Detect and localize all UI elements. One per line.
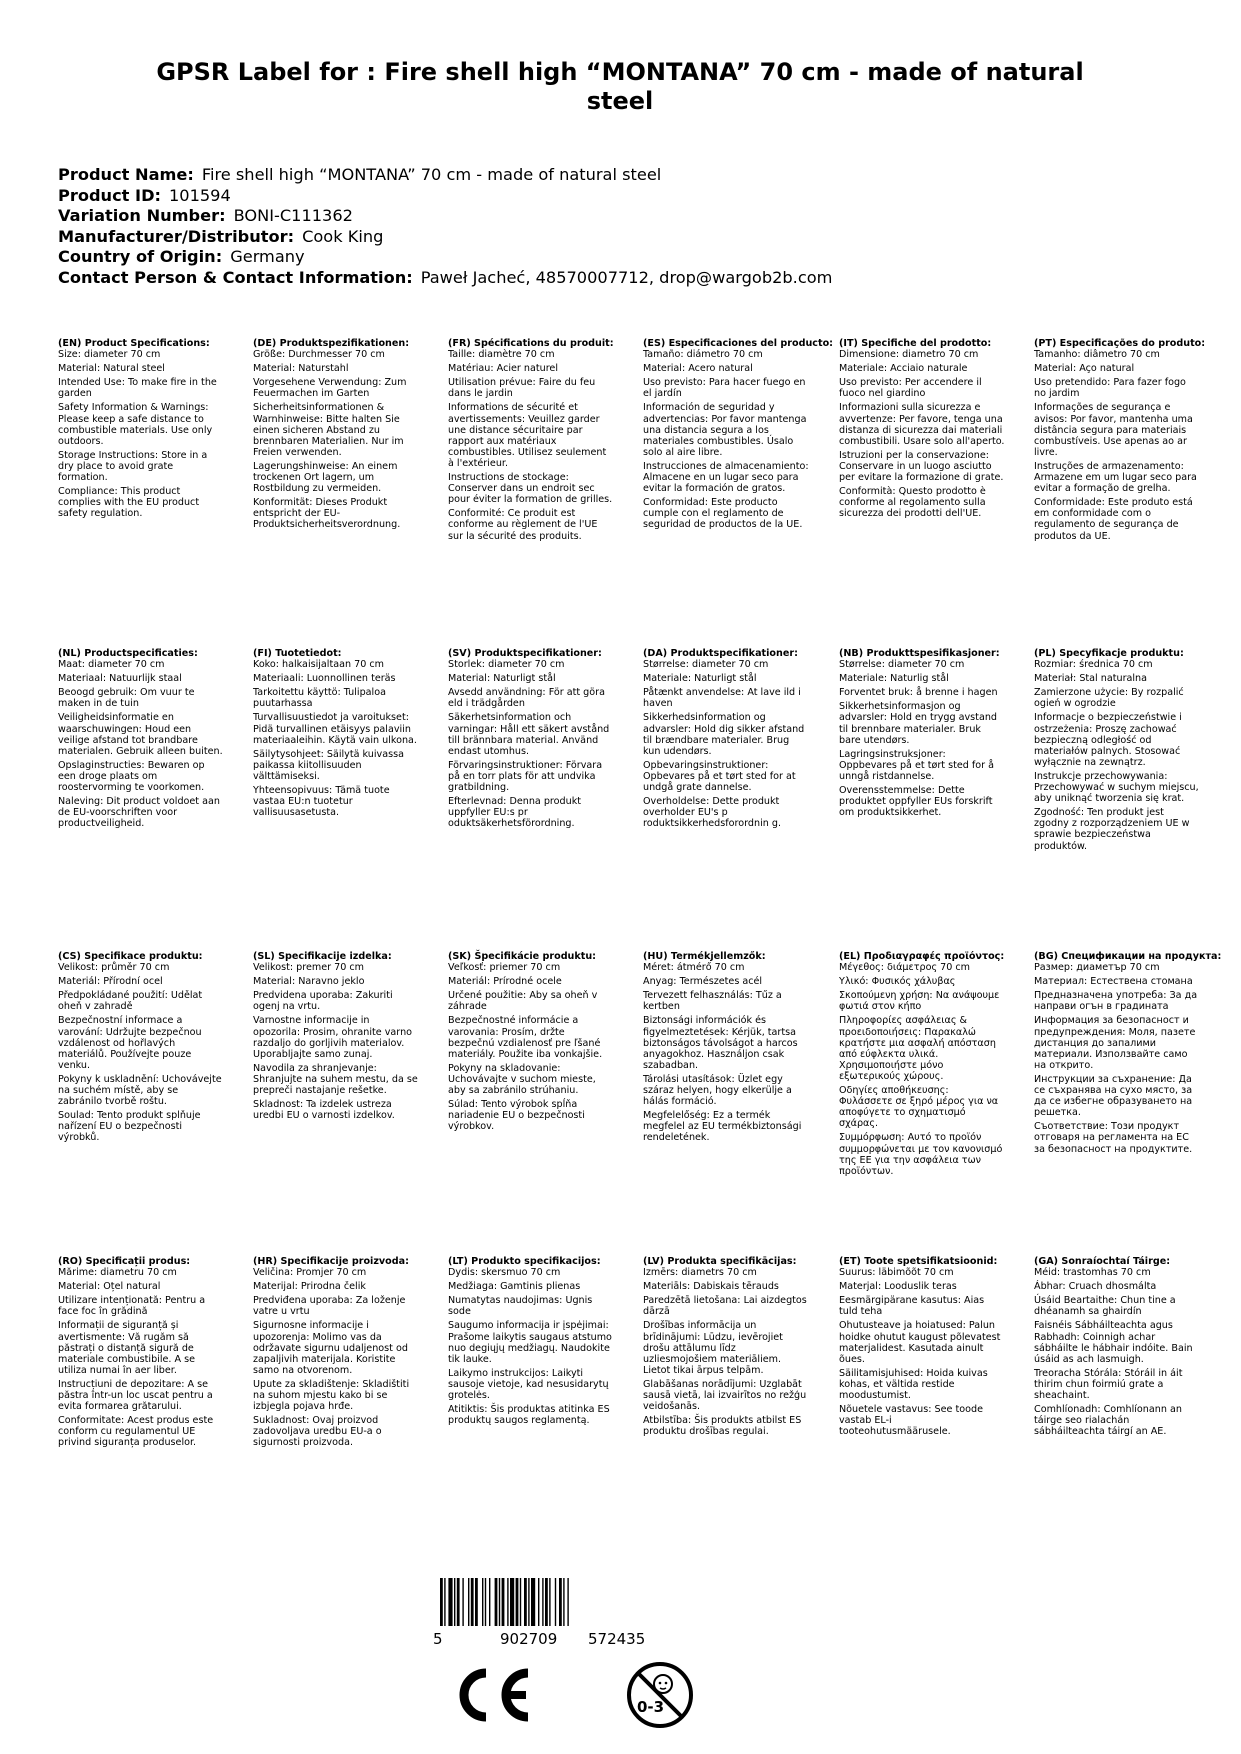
spec-block (253, 648, 419, 821)
spec-item: Treoracha Stórála: Stóráil in áit thirim chun foirmiú grate a sheachaint. (1034, 1367, 1183, 1402)
barcode-bar (563, 1578, 564, 1626)
spec-item: Informations de sécurité et avertissements: Veuillez garder une distance sécuritaire par rapport aux matériaux combustibles. Utilisez seulement à l'extérieur. (448, 402, 607, 469)
spec-item: Lagringsinstruksjoner: Oppbevares på et tørt sted for å unngå ristdannelse. (839, 748, 995, 782)
spec-item: Numatytas naudojimas: Ugnis sode (448, 1295, 593, 1318)
spec-item: Materiál: Prírodné ocele (448, 976, 562, 988)
spec-item: Drošības informācija un brīdinājumi: Lūdzu, ievērojiet drošu attālumu līdz uzliesmojošiem materiāliem. Lietot tikai ārpus telpām. (643, 1320, 783, 1376)
spec-item: Instrukcje przechowywania: Przechowywać w suchym miejscu, aby uniknąć tworzenia się krat. (1034, 770, 1199, 805)
spec-item: Conformidade: Este produto está em conformidade com o regulamento de segurança de produtos da UE. (1034, 497, 1193, 542)
info-label: Product ID: (58, 185, 161, 205)
spec-item: Instrucciones de almacenamiento: Almacene en un lugar seco para evitar la formación de gratos. (643, 460, 809, 495)
barcode-bar (502, 1578, 505, 1626)
spec-item: Paredzētā lietošana: Lai aizdegtos dārzā (643, 1295, 807, 1318)
spec-item: Atitiktis: Šis produktas atitinka ES produktų saugos reglamentą. (448, 1404, 610, 1427)
spec-item: Nõuetele vastavus: See toode vastab EL-i tooteohutusmäärusele. (839, 1404, 983, 1438)
spec-item: Информация за безопасност и предупреждения: Моля, пазете дистанция до запалими материали. Използвайте само на открито. (1034, 1015, 1196, 1071)
spec-item: Materiaali: Luonnollinen teräs (253, 673, 396, 685)
spec-item: Предназначена употреба: За да направи огън в градината (1034, 990, 1198, 1013)
spec-heading: (ES) Especificaciones del producto: (643, 338, 834, 349)
spec-item: Informazioni sulla sicurezza e avvertenze: Per favore, tenga una distanza di sicurezza dai materiali combustibili. Usare solo all'aperto. (839, 402, 1005, 447)
spec-item: Atbilstība: Šis produkts atbilst ES produktu drošības regulai. (643, 1415, 802, 1438)
info-row-contact (58, 268, 832, 289)
spec-item: Zgodność: Ten produkt jest zgodny z rozporządzeniem UE w sprawie bezpieczeństwa produktów. (1034, 807, 1190, 852)
info-label: Country of Origin: (58, 247, 223, 266)
spec-block (839, 1256, 1005, 1440)
spec-item: Overholdelse: Dette produkt overholder EU's p roduktsikkerhedsforordnin g. (643, 796, 782, 830)
spec-item: Faisnéis Sábháilteachta agus Rabhadh: Coinnigh achar sábháilte le hábhair indóite. Bain úsáid as ach lasmuigh. (1034, 1320, 1193, 1365)
spec-item: Predvidena uporaba: Zakuriti ogenj na vrtu. (253, 990, 393, 1013)
spec-heading: (RO) Specificații produs: (58, 1256, 191, 1267)
info-row-manufacturer (58, 227, 832, 248)
spec-heading: (ET) Toote spetsifikatsioonid: (839, 1256, 998, 1267)
spec-item: Размер: диаметър 70 cm (1034, 962, 1160, 974)
barcode-digits-right: 572435 (588, 1630, 646, 1648)
spec-item: Съответствие: Този продукт отговаря на регламента на ЕС за безопасност на продуктите. (1034, 1121, 1193, 1155)
spec-item: Tarkoitettu käyttö: Tulipaloa puutarhassa (253, 687, 386, 710)
info-row-product-name (58, 165, 832, 186)
info-row-country (58, 247, 832, 268)
spec-heading: (LT) Produkto specifikacijos: (448, 1256, 601, 1267)
spec-item: Taille: diamètre 70 cm (448, 349, 555, 361)
spec-item: Megfelelőség: Ez a termék megfelel az EU termékbiztonsági rendeletének. (643, 1110, 802, 1144)
spec-block (839, 951, 1005, 1180)
spec-block (58, 1256, 224, 1452)
spec-item: Varnostne informacije in opozorila: Prosim, ohranite varno razdaljo do gorljivih materialov. Uporabljajte samo zunaj. (253, 1015, 413, 1060)
barcode-bar (440, 1578, 443, 1626)
spec-item: Materjal: Looduslik teras (839, 1281, 957, 1293)
spec-item: Turvallisuustiedot ja varoitukset: Pidä turvallinen etäisyys palaviin materiaaleihin. Käytä vain ulkona. (253, 712, 417, 746)
barcode-bar (468, 1578, 469, 1626)
spec-block (448, 951, 614, 1135)
spec-heading: (EL) Προδιαγραφές προϊόντος: (839, 951, 1005, 962)
spec-item: Avsedd användning: För att göra eld i trädgården (448, 687, 605, 710)
spec-block (643, 648, 809, 832)
spec-block (1034, 1256, 1200, 1440)
spec-item: Materiał: Stal naturalna (1034, 673, 1148, 685)
info-value: Paweł Jacheć, 48570007712, drop@wargob2b.com (420, 267, 833, 287)
spec-item: Material: Natural steel (58, 363, 165, 375)
spec-item: Sikkerhedsinformation og advarsler: Hold dig sikker afstand til brændbare materialer. Brug kun udendørs. (643, 712, 805, 757)
spec-heading: (SL) Specifikacije izdelka: (253, 951, 392, 962)
spec-heading: (FI) Tuotetiedot: (253, 648, 342, 659)
spec-item: Upute za skladištenje: Skladištiti na suhom mjestu kako bi se izbjegla pojava hrđe. (253, 1378, 410, 1413)
spec-heading: (SK) Špecifikácie produktu: (448, 951, 597, 962)
spec-heading: (PL) Specyfikacje produktu: (1034, 648, 1184, 659)
spec-item: Informações de segurança e avisos: Por favor, mantenha uma distância segura para materiais combustíveis. Use apenas ao ar livre. (1034, 402, 1193, 458)
spec-item: Материал: Естествена стомана (1034, 976, 1193, 988)
barcode-bar (448, 1578, 452, 1626)
spec-item: Σκοπούμενη χρήση: Να ανάψουμε φωτιά στον κήπο (839, 990, 1000, 1013)
spec-item: Sikkerhetsinformasjon og advarsler: Hold en trygg avstand til brennbare materialer. Bruk bare utendørs. (839, 701, 997, 746)
spec-item: Ábhar: Cruach dhosmálta (1034, 1281, 1157, 1293)
barcode-bar (549, 1578, 550, 1626)
spec-item: Tárolási utasítások: Üzlet egy száraz helyen, hogy elkerülje a hálás formáció. (643, 1073, 792, 1108)
spec-item: Ohutusteave ja hoiatused: Palun hoidke ohutut kaugust põlevatest materjalidest. Kasutada ainult õues. (839, 1320, 1001, 1365)
spec-item: Informacje o bezpieczeństwie i ostrzeżenia: Proszę zachować bezpieczną odległość od materiałów palnych. Stosować wyłącznie na zewnątrz. (1034, 712, 1182, 768)
spec-heading: (HU) Termékjellemzők: (643, 951, 766, 962)
spec-heading: (BG) Спецификации на продукта: (1034, 951, 1222, 962)
spec-heading: (HR) Specifikacije proizvoda: (253, 1256, 409, 1267)
spec-item: Predviđena uporaba: Za loženje vatre u vrtu (253, 1295, 406, 1318)
barcode-bar (471, 1578, 474, 1626)
spec-item: Zamierzone użycie: By rozpalić ogień w ogrodzie (1034, 687, 1184, 710)
spec-heading: (DE) Produktspezifikationen: (253, 338, 410, 349)
spec-item: Intended Use: To make fire in the garden (58, 377, 217, 400)
spec-item: Určené použitie: Aby sa oheň v záhrade (448, 990, 598, 1013)
spec-block (58, 648, 224, 832)
spec-item: Utilizare intenționată: Pentru a face foc în grădină (58, 1295, 206, 1318)
spec-block (448, 648, 614, 832)
spec-heading: (EN) Product Specifications: (58, 338, 210, 349)
spec-item: Předpokládané použití: Udělat oheň v zahradě (58, 990, 203, 1013)
spec-heading: (PT) Especificações do produto: (1034, 338, 1206, 349)
spec-item: Forventet bruk: å brenne i hagen (839, 687, 998, 699)
spec-item: Οδηγίες αποθήκευσης: Φυλάσσετε σε ξηρό μέρος για να αποφύγετε το σχηματισμό σχάρας. (839, 1085, 999, 1130)
spec-item: Förvaringsinstruktioner: Förvara på en torr plats för att undvika gratbildning. (448, 759, 603, 794)
spec-item: Tamanho: diâmetro 70 cm (1034, 349, 1160, 361)
spec-item: Sicherheitsinformationen & Warnhinweise: Bitte halten Sie einen sicheren Abstand zu brennbaren Materialien. Nur im Freien verwenden. (253, 402, 404, 458)
barcode-bar (510, 1578, 514, 1626)
spec-item: Izmērs: diametrs 70 cm (643, 1267, 757, 1279)
spec-block (643, 1256, 809, 1440)
info-value: Germany (230, 247, 305, 266)
spec-item: Overensstemmelse: Dette produktet oppfyller EUs forskrift om produktsikkerhet. (839, 785, 993, 819)
barcode-digits-left: 902709 (500, 1630, 558, 1648)
spec-item: Instructions de stockage: Conserver dans un endroit sec pour éviter la formation de grilles. (448, 472, 613, 506)
spec-item: Méret: átmérő 70 cm (643, 962, 745, 974)
spec-item: Инструкции за съхранение: Да се съхранява на сухо място, за да се избегне образуването на решетка. (1034, 1073, 1193, 1119)
spec-item: Efterlevnad: Denna produkt uppfyller EU:s pr oduktsäkerhetsförordning. (448, 796, 582, 830)
spec-heading: (CS) Specifikace produktu: (58, 951, 203, 962)
spec-item: Istruzioni per la conservazione: Conservare in un luogo asciutto per evitare la formazione di grate. (839, 449, 1004, 484)
spec-item: Materiale: Naturligt stål (643, 673, 757, 685)
spec-item: Πληροφορίες ασφάλειας & προειδοποιήσεις: Παρακαλώ κρατήστε μια ασφαλή απόσταση από εύφλεκτα υλικά. Χρησιμοποιήστε μόνο εξωτερικούς χώρους. (839, 1015, 996, 1082)
barcode-bar (520, 1578, 521, 1626)
spec-block (839, 648, 1005, 821)
spec-item: Materiaal: Natuurlijk staal (58, 673, 182, 685)
spec-item: Materijal: Prirodna čelik (253, 1281, 366, 1293)
spec-item: Glabāšanas norādījumi: Uzglabāt sausā vietā, lai izvairītos no režģu veidošanās. (643, 1378, 807, 1413)
spec-item: Saugumo informacija ir įspėjimai: Prašome laikytis saugaus atstumo nuo degiųjų medžiagų. Naudokite tik lauke. (448, 1320, 612, 1365)
spec-heading: (NL) Productspecificaties: (58, 648, 198, 659)
spec-item: Conformitate: Acest produs este conform cu regulamentul UE privind siguranța produselor. (58, 1415, 214, 1449)
spec-item: Conformità: Questo prodotto è conforme al regolamento sulla sicurezza dei prodotti dell'UE. (839, 486, 986, 520)
spec-heading: (LV) Produkta specifikācijas: (643, 1256, 797, 1267)
spec-item: Materiál: Přírodní ocel (58, 976, 163, 988)
spec-item: Material: Aço natural (1034, 363, 1135, 375)
barcode-bar (462, 1578, 463, 1626)
spec-item: Naleving: Dit product voldoet aan de EU-voorschriften voor productveiligheid. (58, 796, 220, 830)
spec-item: Soulad: Tento produkt splňuje nařízení EU o bezpečnosti výrobků. (58, 1110, 201, 1144)
spec-item: Eesmärgipärane kasutus: Aias tuld teha (839, 1295, 985, 1318)
spec-item: Säkerhetsinformation och varningar: Håll ett säkert avstånd till brännbara material. Använd endast utomhus. (448, 712, 610, 757)
spec-item: Informații de siguranță și avertismente: Vă rugăm să păstrați o distanță sigură de materiale combustibile. A se utiliza numai în aer liber. (58, 1320, 196, 1376)
spec-item: Opslaginstructies: Bewaren op een droge plaats om roostervorming te voorkomen. (58, 759, 205, 794)
info-value: Cook King (302, 226, 384, 246)
barcode-bar (495, 1578, 498, 1626)
spec-item: Medžiaga: Gamtinis plienas (448, 1281, 581, 1293)
spec-item: Anyag: Természetes acél (643, 976, 763, 988)
spec-item: Sukladnost: Ovaj proizvod zadovoljava uredbu EU-a o sigurnosti proizvoda. (253, 1415, 382, 1449)
spec-item: Laikymo instrukcijos: Laikyti sausoje vietoje, kad nesusidarytų grotelės. (448, 1367, 609, 1402)
spec-block (253, 338, 419, 534)
spec-item: Påtænkt anvendelse: At lave ild i haven (643, 687, 801, 710)
spec-block (253, 951, 419, 1124)
spec-item: Material: Naravno jeklo (253, 976, 365, 988)
spec-item: Instruções de armazenamento: Armazene em um lugar seco para evitar a formação de grelha. (1034, 460, 1197, 495)
barcode-bar (516, 1578, 519, 1626)
spec-item: Skladnost: Ta izdelek ustreza uredbi EU o varnosti izdelkov. (253, 1099, 395, 1122)
barcode-bar (457, 1578, 460, 1626)
barcode-bar (444, 1578, 445, 1626)
age-warning-icon (625, 1660, 695, 1730)
spec-item: Συμμόρφωση: Αυτό το προϊόν συμμορφώνεται με τον κανονισμό της ΕΕ για την ασφάλεια των προϊόντων. (839, 1132, 1003, 1177)
spec-block (58, 338, 224, 522)
spec-heading: (FR) Spécifications du produit: (448, 338, 614, 349)
spec-item: Vorgesehene Verwendung: Zum Feuermachen im Garten (253, 377, 407, 400)
spec-item: Beoogd gebruik: Om vuur te maken in de tuin (58, 687, 195, 710)
page-title: GPSR Label for : Fire shell high “MONTANA” 70 cm - made of natural steel (156, 58, 1084, 115)
spec-item: Tamaño: diámetro 70 cm (643, 349, 763, 361)
barcode-bar (559, 1578, 562, 1626)
barcode-bar (482, 1578, 483, 1626)
spec-item: Matériau: Acier naturel (448, 363, 559, 375)
spec-item: Materiale: Naturlig stål (839, 673, 949, 685)
barcode-bar (528, 1578, 529, 1626)
spec-item: Uso pretendido: Para fazer fogo no jardim (1034, 377, 1186, 400)
spec-item: Tervezett felhasználás: Tűz a kertben (643, 990, 782, 1013)
barcode-bar (489, 1578, 490, 1626)
spec-item: Uso previsto: Para hacer fuego en el jardín (643, 377, 806, 400)
spec-heading: (NB) Produkttspesifikasjoner: (839, 648, 1000, 659)
spec-item: Méid: trastomhas 70 cm (1034, 1267, 1151, 1279)
info-label: Manufacturer/Distributor: (58, 226, 295, 246)
barcode-bar (507, 1578, 508, 1626)
barcode-bar (567, 1578, 568, 1626)
barcode-bar (531, 1578, 535, 1626)
spec-item: Dydis: skersmuo 70 cm (448, 1267, 561, 1279)
spec-item: Koko: halkaisijaltaan 70 cm (253, 659, 385, 671)
barcode-bar (545, 1578, 548, 1626)
barcode-bar (538, 1578, 539, 1626)
spec-item: Conformité: Ce produit est conforme au règlement de l'UE sur la sécurité des produits. (448, 508, 598, 542)
info-row-variation-number (58, 206, 832, 227)
info-label: Product Name: (58, 165, 194, 184)
info-label: Variation Number: (58, 206, 226, 225)
spec-item: Velikost: premer 70 cm (253, 962, 365, 974)
spec-item: Pokyny na skladovanie: Uchovávajte v suchom mieste, aby sa zabránilo strúhaniu. (448, 1062, 596, 1097)
spec-item: Materiāls: Dabiskais tērauds (643, 1281, 779, 1293)
barcode-bar (485, 1578, 486, 1626)
barcode-digit-first: 5 (433, 1630, 443, 1648)
spec-item: Utilisation prévue: Faire du feu dans le jardin (448, 377, 596, 400)
spec-block (1034, 951, 1222, 1158)
barcode-bar (475, 1578, 478, 1626)
spec-item: Biztonsági információk és figyelmeztetések: Kérjük, tartsa biztonságos távolságot a harcos anyagokhoz. Használjon csak szabadban. (643, 1015, 798, 1071)
spec-item: Yhteensopivuus: Tämä tuote vastaa EU:n tuotetur vallisuusasetusta. (253, 785, 390, 819)
barcode-bar (555, 1578, 556, 1626)
spec-item: Súlad: Tento výrobok spĺňa nariadenie EU o bezpečnosti výrobkov. (448, 1099, 585, 1133)
spec-item: Información de seguridad y advertencias: Por favor mantenga una distancia segura a los materiales combustibles. Úsalo solo al aire libre. (643, 402, 807, 458)
info-label: Contact Person & Contact Information: (58, 267, 413, 287)
spec-heading: (SV) Produktspecifikationer: (448, 648, 602, 659)
spec-item: Größe: Durchmesser 70 cm (253, 349, 385, 361)
spec-item: Säilitamisjuhised: Hoida kuivas kohas, et vältida restide moodustumist. (839, 1367, 988, 1402)
spec-block (253, 1256, 419, 1452)
spec-item: Uso previsto: Per accendere il fuoco nel giardino (839, 377, 982, 400)
spec-item: Size: diameter 70 cm (58, 349, 161, 361)
spec-item: Pokyny k uskladnění: Uchovávejte na suchém místě, aby se zabránilo tvorbě roštu. (58, 1073, 222, 1108)
spec-item: Bezpečnostní informace a varování: Udržujte bezpečnou vzdálenost od hořlavých materiálů. Používejte pouze venku. (58, 1015, 202, 1071)
spec-block (839, 338, 1005, 522)
spec-item: Maat: diameter 70 cm (58, 659, 165, 671)
spec-heading: (DA) Produktspecifikationer: (643, 648, 798, 659)
spec-item: Suurus: läbimõõt 70 cm (839, 1267, 954, 1279)
spec-block (448, 1256, 614, 1429)
spec-item: Veličina: Promjer 70 cm (253, 1267, 367, 1279)
spec-block (58, 951, 224, 1147)
info-value: BONI-C111362 (233, 206, 353, 225)
age-warning-text: 0-3 (637, 1698, 665, 1716)
spec-block (1034, 648, 1200, 855)
spec-block (448, 338, 614, 545)
spec-block (643, 951, 809, 1147)
spec-item: Navodila za shranjevanje: Shranjujte na suhem mestu, da se prepreči nastajanje rešetke. (253, 1062, 418, 1097)
spec-item: Mărime: diametru 70 cm (58, 1267, 177, 1279)
spec-heading: (IT) Specifiche del prodotto: (839, 338, 992, 349)
spec-item: Bezpečnostné informácie a varovania: Prosím, držte bezpečnú vzdialenosť pre ľšané materiály. Použite iba vonkajšie. (448, 1015, 603, 1060)
spec-item: Instrucțiuni de depozitare: A se păstra într-un loc uscat pentru a evita formarea grătarului. (58, 1378, 213, 1413)
spec-item: Veiligheidsinformatie en waarschuwingen: Houd een veilige afstand tot brandbare materialen. Gebruik alleen buiten. (58, 712, 223, 757)
ce-mark-icon (450, 1665, 532, 1725)
barcode-bar (499, 1578, 500, 1626)
spec-item: Conformidad: Este producto cumple con el reglamento de seguridad de productos de la UE. (643, 497, 803, 531)
spec-item: Úsáid Beartaithe: Chun tine a dhéanamh sa ghairdín (1034, 1295, 1176, 1318)
spec-item: Compliance: This product complies with the EU product safety regulation. (58, 486, 200, 520)
spec-item: Safety Information & Warnings: Please keep a safe distance to combustible materials. Use only outdoors. (58, 402, 213, 447)
barcode (440, 1578, 610, 1628)
spec-item: Υλικό: Φυσικός χάλυβας (839, 976, 956, 988)
spec-block (643, 338, 834, 534)
spec-heading: (GA) Sonraíochtaí Táirge: (1034, 1256, 1171, 1267)
product-info (58, 165, 832, 288)
spec-block (1034, 338, 1206, 545)
spec-item: Dimensione: diametro 70 cm (839, 349, 979, 361)
spec-item: Veľkosť: priemer 70 cm (448, 962, 561, 974)
barcode-bar (524, 1578, 527, 1626)
spec-item: Comhlíonadh: Comhlíonann an táirge seo rialachán sábháilteachta táirgí an AE. (1034, 1404, 1182, 1438)
spec-item: Lagerungshinweise: An einem trockenen Ort lagern, um Rostbildung zu vermeiden. (253, 460, 398, 495)
spec-item: Material: Naturligt stål (448, 673, 556, 685)
spec-item: Material: Oțel natural (58, 1281, 161, 1293)
spec-item: Opbevaringsinstruktioner: Opbevares på et tørt sted for at undgå grate dannelse. (643, 759, 796, 794)
spec-item: Materiale: Acciaio naturale (839, 363, 968, 375)
barcode-bar (454, 1578, 455, 1626)
barcode-bar (542, 1578, 543, 1626)
spec-item: Konformität: Dieses Produkt entspricht der EU-Produktsicherheitsverordnung. (253, 497, 401, 531)
info-row-product-id (58, 186, 832, 207)
spec-item: Storlek: diameter 70 cm (448, 659, 565, 671)
spec-item: Størrelse: diameter 70 cm (839, 659, 965, 671)
spec-item: Sigurnosne informacije i upozorenja: Molimo vas da održavate sigurnu udaljenost od zapaljivih materijala. Koristite samo na otvorenom. (253, 1320, 408, 1376)
spec-item: Storage Instructions: Store in a dry place to avoid grate formation. (58, 449, 208, 484)
spec-item: Material: Naturstahl (253, 363, 349, 375)
info-value: 101594 (168, 185, 231, 205)
spec-item: Material: Acero natural (643, 363, 753, 375)
spec-item: Säilytysohjeet: Säilytä kuivassa paikassa kiitollisuuden välttämiseksi. (253, 748, 404, 782)
spec-item: Μέγεθος: διάμετρος 70 cm (839, 962, 971, 974)
spec-item: Rozmiar: średnica 70 cm (1034, 659, 1153, 671)
spec-item: Størrelse: diameter 70 cm (643, 659, 769, 671)
spec-item: Velikost: průměr 70 cm (58, 962, 170, 974)
info-value: Fire shell high “MONTANA” 70 cm - made of natural steel (201, 165, 662, 184)
